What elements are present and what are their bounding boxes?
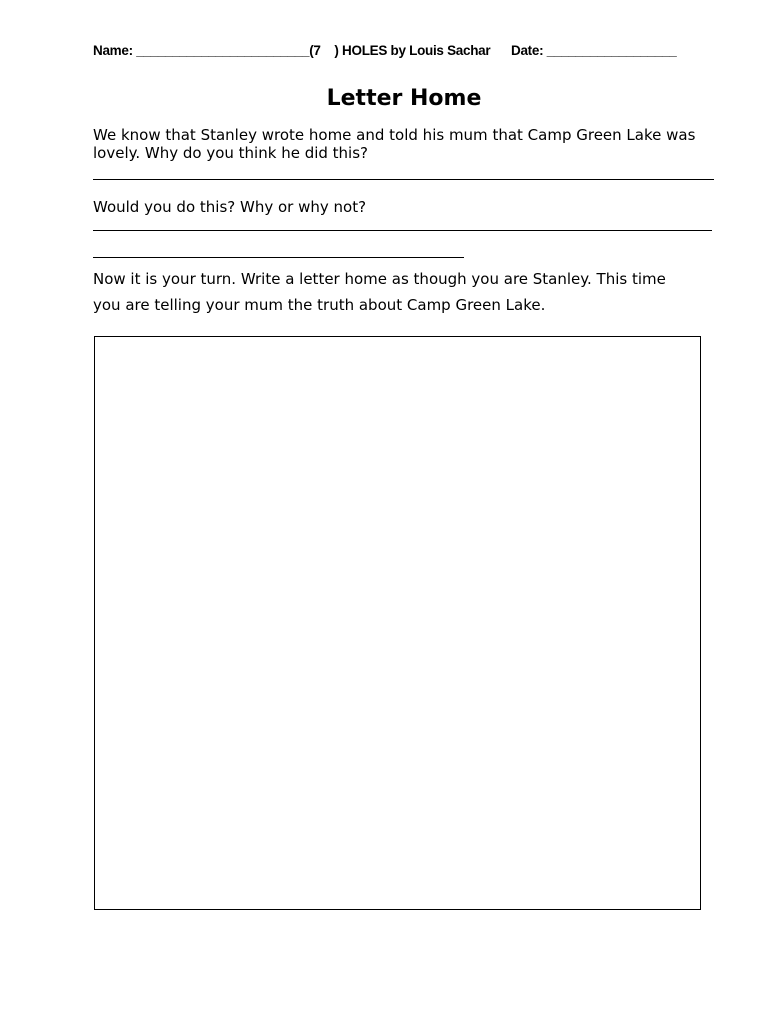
question-2: Would you do this? Why or why not?: [93, 198, 367, 216]
answer-line-1[interactable]: [93, 179, 714, 180]
letter-instructions: [93, 266, 733, 318]
name-date-header: Name: ________________________(7 ) HOLES by Louis Sachar Date: __________________: [93, 43, 677, 58]
instructions-line-1: Now it is your turn. Write a letter home as though you are Stanley. This time: [93, 270, 666, 288]
answer-line-2[interactable]: [93, 230, 712, 231]
page-title: Letter Home: [326, 86, 482, 111]
instructions-line-2: you are telling your mum the truth about Camp Green Lake.: [93, 296, 546, 314]
letter-writing-box[interactable]: [94, 336, 701, 910]
answer-line-3[interactable]: [93, 257, 464, 258]
question-1: We know that Stanley wrote home and told his mum that Camp Green Lake was lovely. Why do you think he did this?: [93, 126, 696, 162]
